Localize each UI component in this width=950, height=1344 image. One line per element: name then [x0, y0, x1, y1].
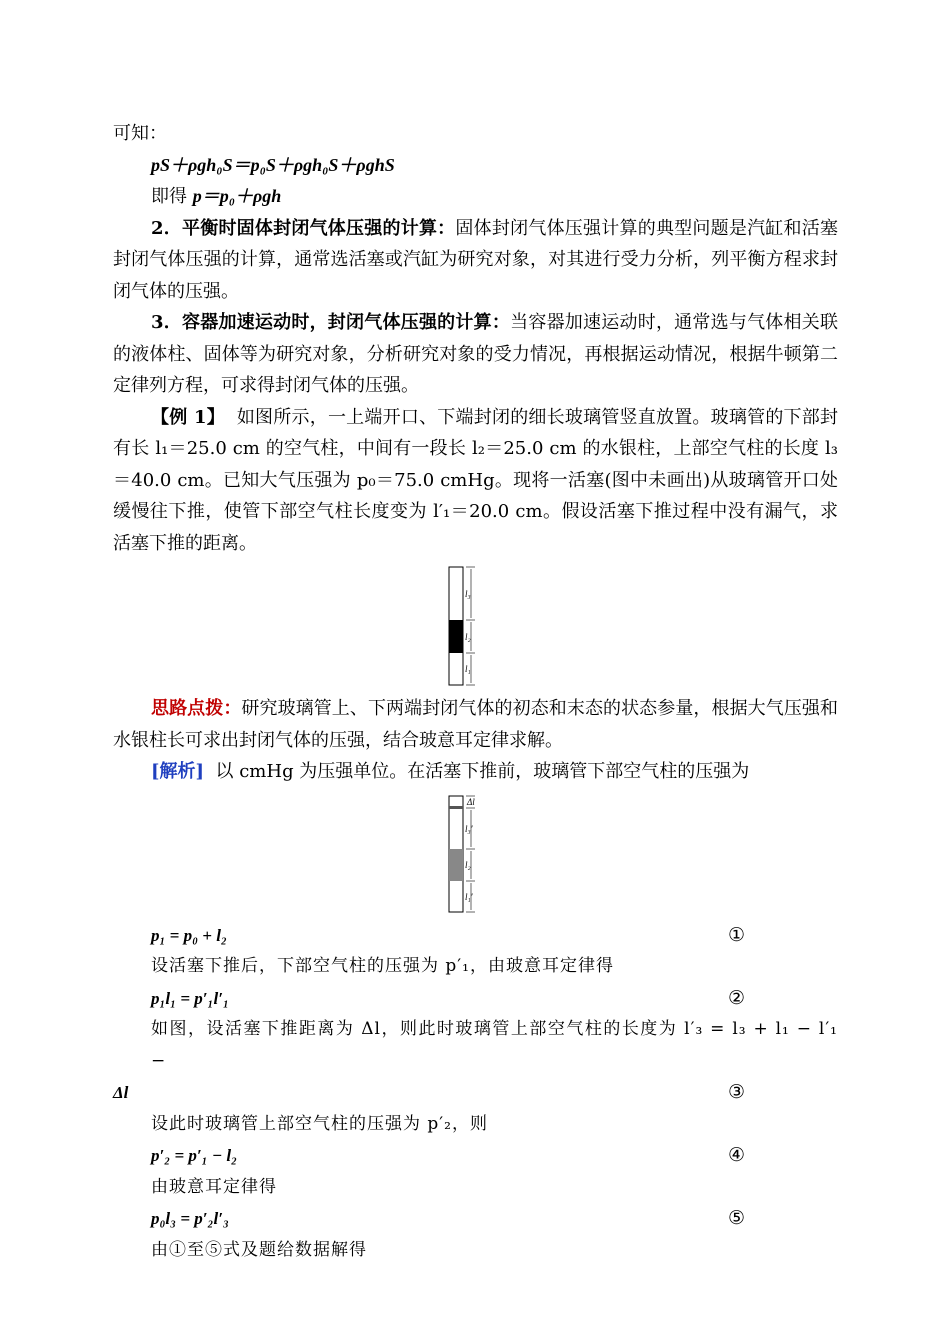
- label-l1-prime: l₁′: [464, 891, 473, 902]
- figure-2: [113, 794, 838, 914]
- equation-1-row: [113, 920, 838, 952]
- document-body: [113, 118, 838, 1266]
- figure-1: [113, 565, 838, 687]
- text-after-eq3: 设此时玻璃管上部空气柱的压强为 p′₂，则: [151, 1113, 488, 1134]
- mercury-column: [449, 849, 463, 881]
- item-2-title: 2．平衡时固体封闭气体压强的计算：: [151, 217, 456, 239]
- text-final: 由①至⑤式及题给数据解得: [151, 1239, 367, 1260]
- equation-result: p＝p₀＋ρgh: [192, 186, 282, 206]
- item-2-text: 固体封闭气体压强计算的典型问题是汽缸和活塞封闭气体压强的计算，通常选活塞或汽缸为研究对象，对其进行受力分析，列平衡方程求封闭气体的压强。: [113, 217, 838, 302]
- hint-paragraph: [113, 693, 838, 756]
- equation-2-number: ②: [728, 986, 746, 1009]
- tube-diagram-final: [441, 794, 511, 914]
- equation-result-prefix: 即得: [151, 186, 187, 207]
- intro-text: 可知：: [113, 123, 167, 144]
- equation-3-number: ③: [728, 1081, 746, 1103]
- label-l3: l₃: [464, 589, 471, 599]
- analysis-label: [解析]: [151, 761, 205, 782]
- equation-force-balance: pS＋ρgh₀S＝p₀S＋ρgh₀S＋ρghS: [151, 154, 395, 175]
- equation-5-row: [113, 1203, 838, 1235]
- hint-text: 研究玻璃管上、下两端封闭气体的初态和末态的状态参量，根据大气压强和水银柱长可求出封闭气体的压强，结合玻意耳定律求解。: [113, 698, 838, 751]
- equation-3-row: [113, 1077, 838, 1109]
- equation-4-number: ④: [728, 1144, 746, 1166]
- example-paragraph: [113, 402, 838, 560]
- equation-2-row: [113, 983, 838, 1015]
- tube-diagram-initial: [441, 565, 511, 687]
- analysis-text: 以 cmHg 为压强单位。在活塞下推前，玻璃管下部空气柱的压强为: [215, 761, 750, 782]
- item-3-text: 当容器加速运动时，通常选与气体相关联的液体柱、固体等为研究对象，分析研究对象的受力情况，再根据运动情况，根据牛顿第二定律列方程，可求得封闭气体的压强。: [113, 312, 838, 396]
- example-label: 【例 1】: [151, 406, 225, 428]
- item-2-paragraph: [113, 213, 838, 308]
- equation-result-line: [113, 181, 838, 213]
- equation-1: p₁ = p₀ + l₂: [151, 925, 227, 945]
- text-eq3-line: 如图，设活塞下推距离为 Δl，则此时玻璃管上部空气柱的长度为 l′₃ = l₃ + l₁ − l′₁ −: [151, 1019, 838, 1071]
- item-3-paragraph: [113, 307, 838, 402]
- label-l3-prime: l₃′: [464, 823, 473, 834]
- analysis-paragraph: [113, 756, 838, 788]
- label-delta-l: Δl: [466, 796, 475, 807]
- text-after-eq4: 由玻意耳定律得: [151, 1176, 277, 1197]
- equation-2: p₁l₁ = p′₁l′₁: [151, 988, 229, 1008]
- mercury-column: [449, 620, 463, 653]
- equation-4: p′₂ = p′₁ − l₂: [151, 1146, 238, 1165]
- piston: [449, 806, 463, 809]
- equation-3-tail: Δl: [113, 1083, 129, 1102]
- item-3-title: 3．容器加速运动时，封闭气体压强的计算：: [151, 312, 511, 333]
- label-l2: l₂: [464, 632, 471, 642]
- equation-5-number: ⑤: [728, 1207, 746, 1229]
- label-l1: l₁: [464, 664, 471, 674]
- text-after-eq1: 设活塞下推后，下部空气柱的压强为 p′₁，由玻意耳定律得: [151, 956, 614, 976]
- label-l2: l₂: [464, 859, 471, 870]
- equation-5: p₀l₃ = p′₂l′₃: [151, 1209, 229, 1228]
- hint-label: 思路点拨：: [151, 698, 242, 719]
- equation-4-row: [113, 1140, 838, 1172]
- equation-1-number: ①: [728, 923, 746, 946]
- example-text: 如图所示，一上端开口、下端封闭的细长玻璃管竖直放置。玻璃管的下部封有长 l₁＝25.0 cm 的空气柱，中间有一段长 l₂＝25.0 cm 的水银柱，上部空气柱的长度 l₃＝40.0 cm。已知大气压强为 p₀＝75.0 cmHg。现将一活塞(图中未画出)从玻璃管开口处缓慢往下推，使管下部空气柱长度变为 l′₁＝20.0 cm。假设活塞下推过程中没有漏气，求活塞下推的距离。: [113, 406, 839, 554]
